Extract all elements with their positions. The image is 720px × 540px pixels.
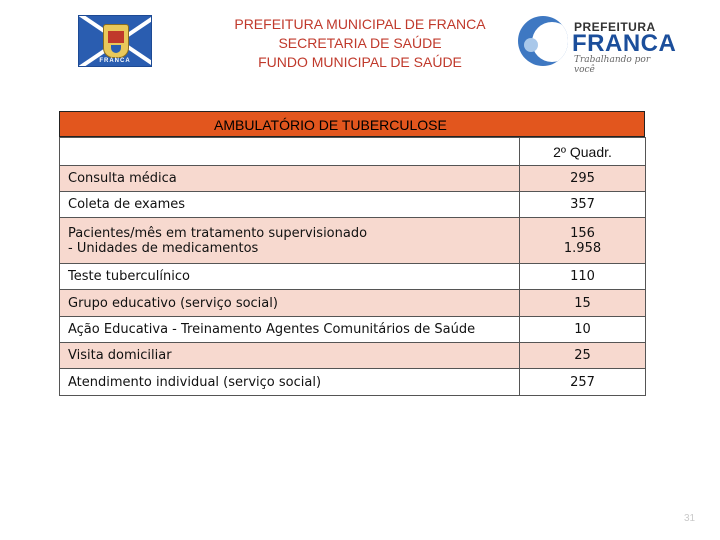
row-value: 257: [520, 369, 646, 396]
franca-flag-emblem: [78, 15, 152, 67]
table-row: [60, 343, 646, 369]
table-row: [60, 317, 646, 343]
row-value: 110: [520, 264, 646, 290]
table-row: [60, 290, 646, 317]
row-label: Consulta médica: [60, 166, 520, 192]
row-label: Ação Educativa - Treinamento Agentes Comunitários de Saúde: [60, 317, 520, 343]
data-table: [59, 137, 646, 396]
flag-label: FRANCA: [99, 58, 131, 64]
page-header: [200, 15, 520, 72]
row-value: 10: [520, 317, 646, 343]
logo-franca-text: FRANCA: [572, 30, 677, 57]
column-header: 2º Quadr.: [520, 138, 646, 166]
coat-of-arms-icon: [103, 24, 129, 58]
logo-swirl-icon: [518, 16, 568, 66]
row-value: 15: [520, 290, 646, 317]
row-value: 357: [520, 192, 646, 218]
row-label-multiline: [60, 218, 520, 264]
row-label: Coleta de exames: [60, 192, 520, 218]
row-label: Visita domiciliar: [60, 343, 520, 369]
logo-prefeitura-text: PREFEITURA: [574, 20, 656, 34]
row-value-multiline: [520, 218, 646, 264]
row-value-line-1: 156: [570, 225, 595, 241]
row-value-line-2: 1.958: [563, 240, 602, 256]
header-empty-cell: [60, 138, 520, 166]
table-header-row: [60, 138, 646, 166]
table-row: [60, 166, 646, 192]
header-line-3: FUNDO MUNICIPAL DE SAÚDE: [258, 54, 462, 70]
prefeitura-franca-logo: [518, 14, 677, 75]
row-label-line-1: Pacientes/mês em tratamento supervisionado: [68, 225, 368, 241]
row-label: Grupo educativo (serviço social): [60, 290, 520, 317]
row-value: 295: [520, 166, 646, 192]
row-value: 25: [520, 343, 646, 369]
logo-slogan: Trabalhando por você: [574, 55, 651, 75]
table-row: [60, 369, 646, 396]
header-line-2: SECRETARIA DE SAÚDE: [278, 35, 442, 51]
row-label: Teste tuberculínico: [60, 264, 520, 290]
table-row: [60, 264, 646, 290]
row-label: Atendimento individual (serviço social): [60, 369, 520, 396]
table-title-bar: [59, 111, 645, 137]
table-title: AMBULATÓRIO DE TUBERCULOSE: [214, 117, 447, 133]
row-label-line-2: - Unidades de medicamentos: [68, 240, 259, 256]
page-number: 31: [684, 513, 696, 524]
header-line-1: PREFEITURA MUNICIPAL DE FRANCA: [234, 16, 486, 32]
table-row: [60, 192, 646, 218]
table-row: [60, 218, 646, 264]
